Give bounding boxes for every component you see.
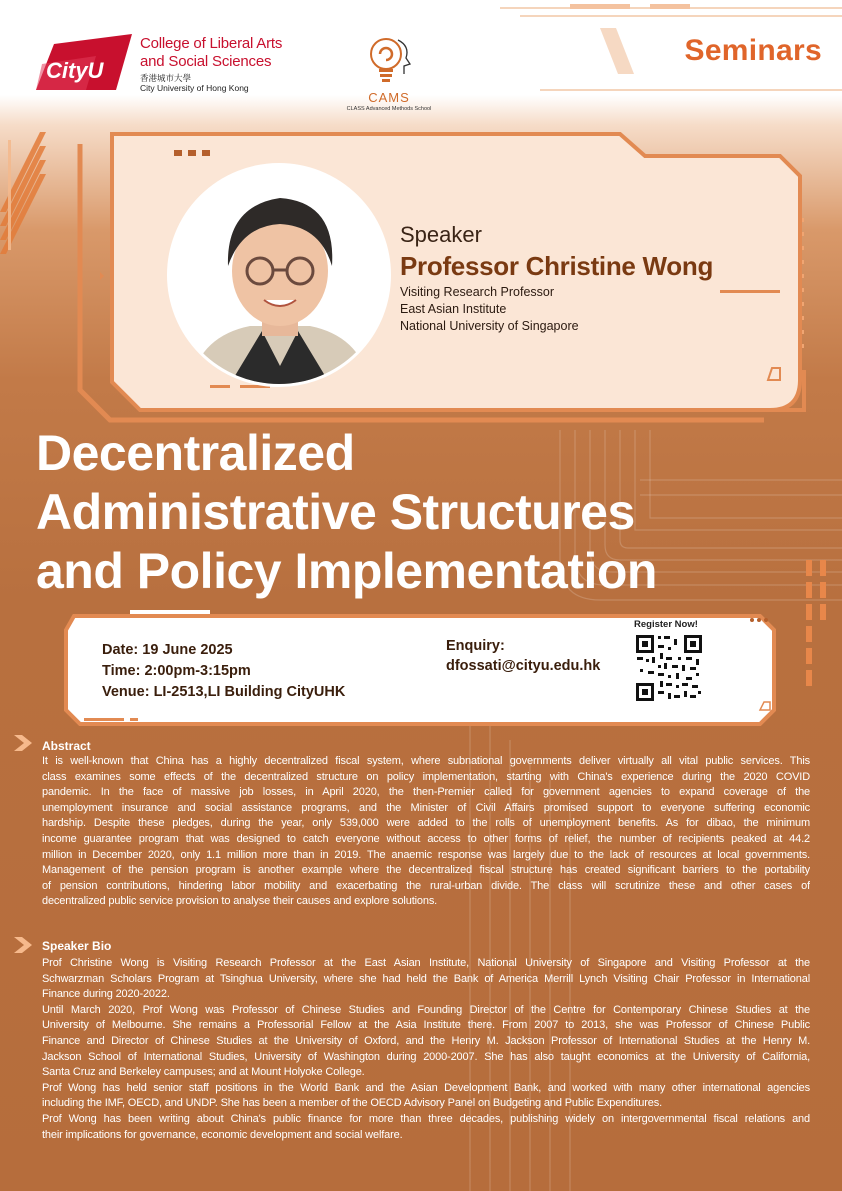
enquiry-email-link[interactable]: dfossati@cityu.edu.hk <box>446 658 601 674</box>
abstract-line: class examines some effects of the decentralized structure on policy implementation, starting with China's experience during the 2020 COVID <box>42 770 810 783</box>
seminars-label: Seminars <box>684 34 822 67</box>
abstract-heading: Abstract <box>42 739 91 753</box>
abstract-text <box>42 754 810 910</box>
abstract-line: income guarantee program that was designed to catch everyone without access to other forms of relief, the number of recipients peaked at 44.2 <box>42 832 810 845</box>
event-venue: Venue: LI-2513,LI Building CityUHK <box>102 684 346 700</box>
cams-short-name: CAMS <box>368 90 410 105</box>
abstract-line: million in December 2020, only 1.1 million more than in 2019. The anaemic response was largely due to the lack of resources at local governments. <box>42 848 810 861</box>
abstract-line: Management of the pension program is another example where the decentralized fiscal structure has created significant barriers to the portability <box>42 864 810 877</box>
speaker-affiliation <box>400 284 579 335</box>
bio-line: Finance during 2020-2022. <box>42 988 170 1001</box>
registration-qr-code[interactable] <box>634 633 704 703</box>
cityu-logo <box>36 34 134 94</box>
abstract-line: pandemic. In the face of massive job losses, in April 2020, the then-Premier called for government agencies to expand coverage of the <box>42 786 810 799</box>
chevron-right-icon <box>12 935 34 955</box>
bio-line: their implications for governance, economic development and social welfare. <box>42 1128 403 1141</box>
seminar-title-line1: Decentralized <box>36 425 355 481</box>
event-details <box>102 640 345 703</box>
abstract-line: unemployment insurance and social assistance programs, and the Minister of Civil Affairs promised support to everyone suffering economic <box>42 801 810 814</box>
abstract-line: It is well-known that China has a highly decentralized fiscal system, where subnational governments deliver virtually all vital public services. This <box>42 755 810 767</box>
lightbulb-head-icon <box>336 34 442 90</box>
university-english-name: City University of Hong Kong <box>140 83 249 93</box>
college-name-line1: College of Liberal Arts <box>140 35 283 52</box>
bio-line: Prof Christine Wong is Visiting Research Professor at the East Asian Institute, National University of Singapore and Visiting Professor at the <box>42 957 810 969</box>
bio-line: including the IMF, OECD, and UNDP. She has been a member of the OECD Advisory Panel on Budgeting and Public Expenditures. <box>42 1097 663 1110</box>
college-name-line2: and Social Sciences <box>140 53 272 70</box>
abstract-line: of pension contributions, hindering labor mobility and exacerbating the rural-urban divide. The class will scrutinize these and other cases of <box>42 879 810 892</box>
cams-full-name: CLASS Advanced Methods School <box>346 106 432 112</box>
seminar-title <box>36 424 836 601</box>
seminar-title-line2: Administrative Structures <box>36 484 635 540</box>
speaker-role-label: Speaker <box>400 222 482 247</box>
cityu-logo-text: CityU <box>46 58 104 83</box>
cams-logo <box>336 34 442 110</box>
bio-line: Finance and Director of Chinese Studies at the University of Oxford, and the Henry M. Jackson Professor of International Studies at the Henry M. <box>42 1034 810 1047</box>
bio-line: Jackson School of International Studies, University of Washington during 2000-2007. She has also taught economics at the University of California, <box>42 1050 810 1063</box>
event-date: Date: 19 June 2025 <box>102 642 233 658</box>
university-name <box>140 73 249 93</box>
speaker-bio-text <box>42 956 810 1143</box>
bio-line: Santa Cruz and Berkeley campuses; and at Mount Holyoke College. <box>42 1066 365 1079</box>
bio-line: Schwarzman Scholars Program at Tsinghua University, where she had held the Bank of America Merrill Lynch Visiting Chair Professor in International <box>42 972 810 985</box>
college-name <box>140 35 282 71</box>
speaker-portrait-icon <box>170 166 388 384</box>
abstract-line: decentralized public service provision to analyse their causes and explore solutions. <box>42 895 438 908</box>
bio-line: Until March 2020, Prof Wong was Professor of Chinese Studies and Founding Director of the Centre for Contemporary Chinese Studies at the <box>42 1003 810 1016</box>
university-chinese-name: 香港城市大學 <box>140 73 192 83</box>
bio-line: Prof Wong has held senior staff positions in the World Bank and the Asian Development Bank, and worked with many other international agencies <box>42 1081 810 1094</box>
abstract-line: hardship. Despite these pledges, during the year, only 539,000 were added to the rolls of unemployment benefits. As for dibao, the minimum <box>42 817 810 830</box>
speaker-photo <box>167 163 391 387</box>
event-time: Time: 2:00pm-3:15pm <box>102 663 251 679</box>
register-now-label: Register Now! <box>634 619 698 630</box>
bio-line: University of Melbourne. She remains a Professorial Fellow at the Asia Institute there. From 2007 to 2013, she was Professor of Chinese Public <box>42 1019 810 1032</box>
speaker-name: Professor Christine Wong <box>400 251 714 281</box>
seminar-title-line3: and Policy Implementation <box>36 543 657 599</box>
speaker-bio-heading: Speaker Bio <box>42 939 112 953</box>
chevron-right-icon <box>12 733 34 753</box>
bio-line: Prof Wong has been writing about China's public finance for more than three decades, publishing widely on intergovernmental fiscal relations and <box>42 1112 810 1125</box>
enquiry-label: Enquiry: <box>446 638 505 654</box>
speaker-university: National University of Singapore <box>400 319 579 333</box>
speaker-position: Visiting Research Professor <box>400 285 555 299</box>
speaker-institute: East Asian Institute <box>400 302 507 316</box>
